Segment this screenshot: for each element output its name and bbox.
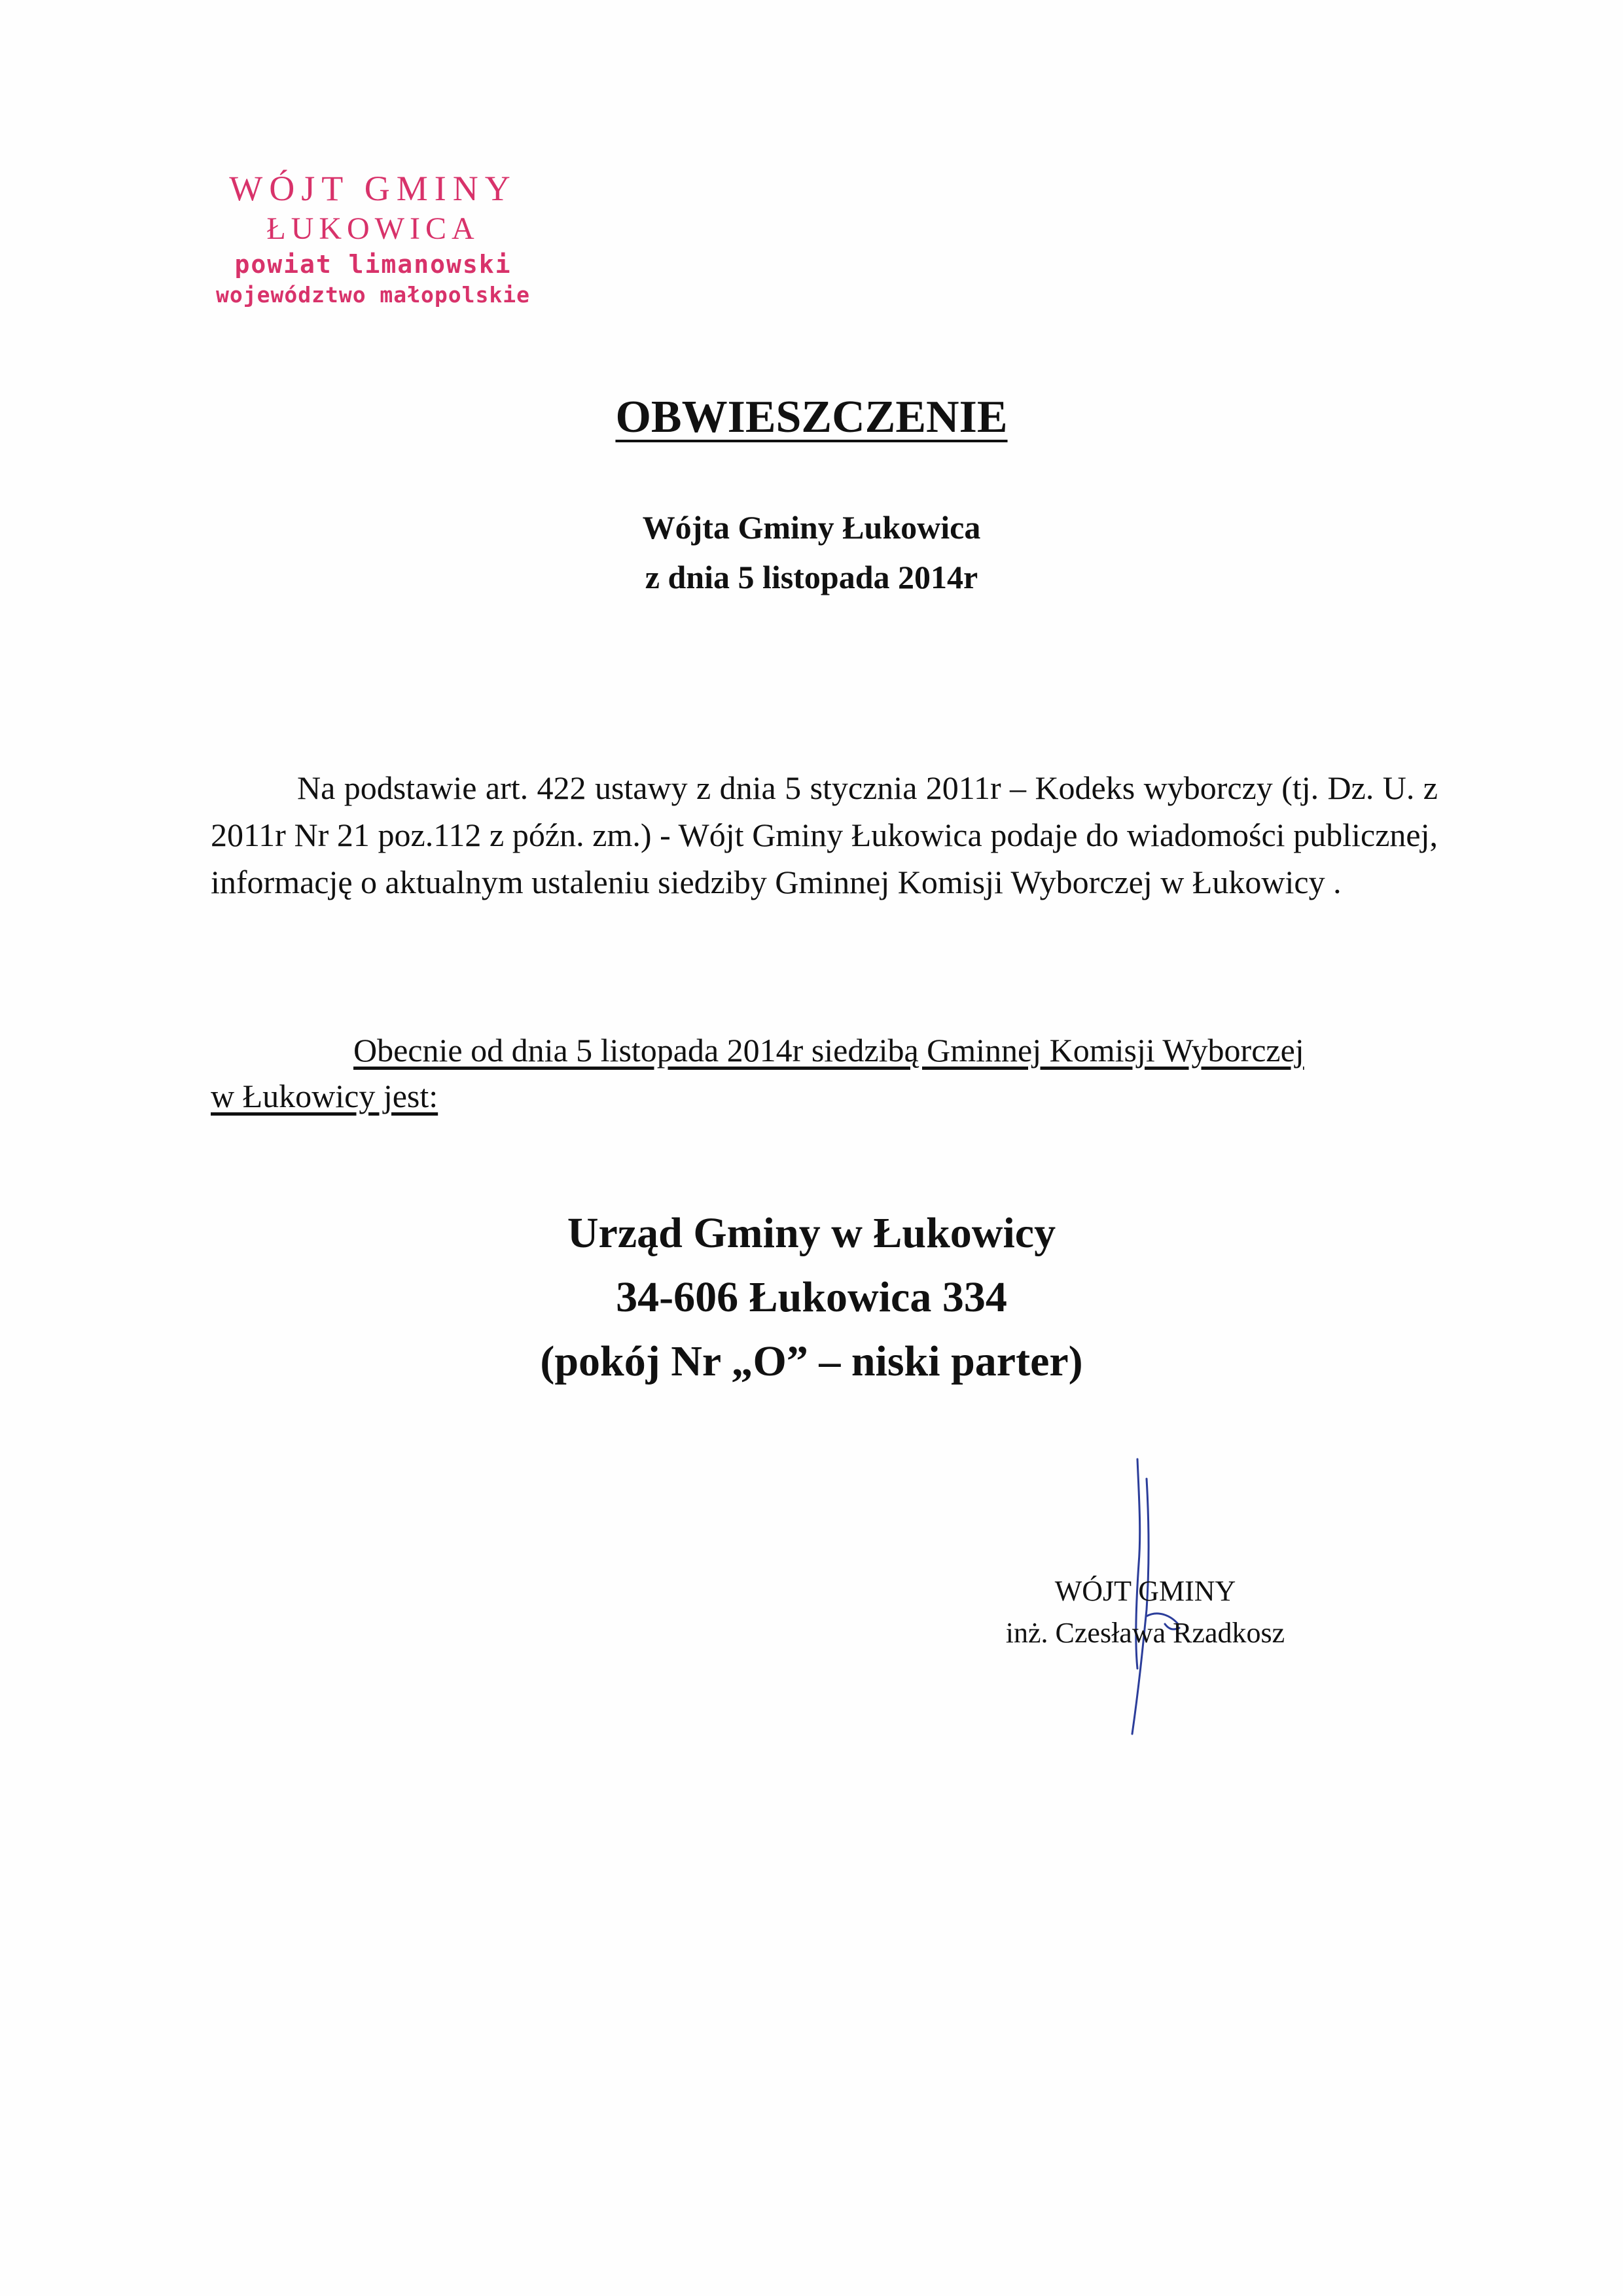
signatory-role: WÓJT GMINY	[1054, 1575, 1236, 1607]
stamp-line-1: WÓJT GMINY	[229, 169, 517, 208]
document-subtitle	[0, 503, 1623, 602]
address-postal: 34-606 Łukowica 334	[616, 1273, 1007, 1321]
address-office: Urząd Gminy w Łukowicy	[567, 1209, 1056, 1257]
stamp-line-3: powiat limanowski	[234, 250, 512, 279]
subtitle-date: z dnia 5 listopada 2014r	[645, 559, 978, 595]
signature-block	[916, 1570, 1374, 1654]
subtitle-issuer: Wójta Gminy Łukowica	[642, 509, 981, 546]
signatory-name: inż. Czesława Rzadkosz	[1005, 1617, 1285, 1649]
document-title	[0, 391, 1623, 444]
stamp-line-4: województwo małopolskie	[216, 282, 530, 308]
document-title-text: OBWIESZCZENIE	[615, 392, 1008, 442]
stamp-line-2: ŁUKOWICA	[266, 211, 480, 246]
seat-announcement-text: Obecnie od dnia 5 listopada 2014r siedzibą Gminnej Komisji Wyborczej w Łukowicy jest:	[211, 1032, 1304, 1114]
commission-address	[0, 1201, 1623, 1394]
legal-basis-paragraph	[211, 764, 1438, 906]
official-stamp	[187, 167, 560, 309]
seat-announcement-paragraph	[211, 1027, 1323, 1119]
legal-basis-text: Na podstawie art. 422 ustawy z dnia 5 stycznia 2011r – Kodeks wyborczy (tj. Dz. U. z 2011r Nr 21 poz.112 z późn. zm.) - Wójt Gminy Łukowica podaje do wiadomości publicznej, informację o aktualnym ustaleniu siedziby Gminnej Komisji Wyborczej w Łukowicy .	[211, 769, 1438, 900]
address-room: (pokój Nr „O” – niski parter)	[540, 1337, 1083, 1385]
